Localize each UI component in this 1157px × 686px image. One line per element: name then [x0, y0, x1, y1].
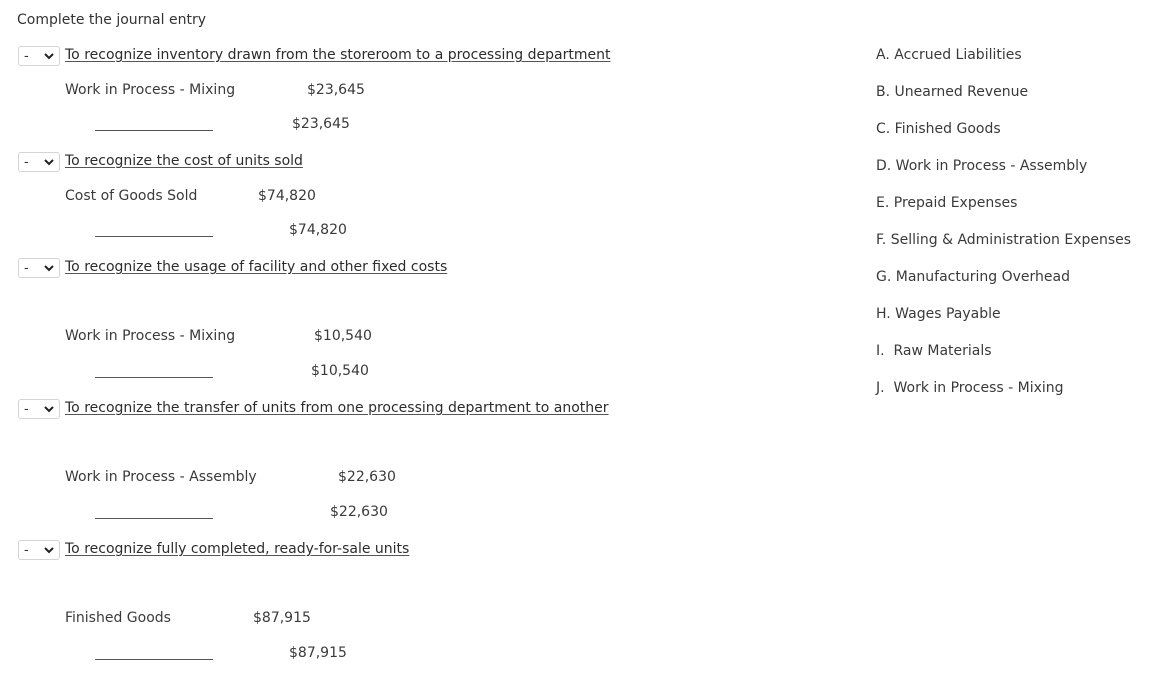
entry-2-debit-amount: $74,820 [258, 188, 316, 204]
entry-5-description[interactable]: To recognize fully completed, ready-for-sale units [65, 541, 410, 557]
entry-2-debit-account: Cost of Goods Sold [65, 188, 198, 204]
chevron-down-icon [43, 156, 55, 168]
entry-2-select[interactable] [18, 152, 60, 172]
entry-4-select[interactable] [18, 399, 60, 419]
entry-2-credit-amount: $74,820 [289, 222, 347, 238]
entry-1-credit-amount: $23,645 [292, 116, 350, 132]
entry-1-select-value: - [24, 49, 29, 64]
entry-3-credit-blank[interactable] [95, 377, 213, 378]
entry-1-debit-amount: $23,645 [307, 82, 365, 98]
entry-2-credit-blank[interactable] [95, 236, 213, 237]
entry-4-debit-account: Work in Process - Assembly [65, 469, 257, 485]
option-c: C. Finished Goods [876, 121, 1001, 137]
option-h: H. Wages Payable [876, 306, 1001, 322]
entry-3-select-value: - [24, 261, 29, 276]
option-g: G. Manufacturing Overhead [876, 269, 1070, 285]
entry-1-select[interactable] [18, 46, 60, 66]
entry-5-debit-account: Finished Goods [65, 610, 171, 626]
chevron-down-icon [43, 403, 55, 415]
option-i: I. Raw Materials [876, 343, 992, 359]
entry-5-select-value: - [24, 543, 29, 558]
option-f: F. Selling & Administration Expenses [876, 232, 1132, 248]
entry-5-credit-blank[interactable] [95, 659, 213, 660]
question-heading: Complete the journal entry [17, 12, 206, 28]
entry-3-select[interactable] [18, 258, 60, 278]
entry-3-debit-amount: $10,540 [314, 328, 372, 344]
entry-2-select-value: - [24, 155, 29, 170]
option-d: D. Work in Process - Assembly [876, 158, 1088, 174]
entry-5-credit-amount: $87,915 [289, 645, 347, 661]
entry-4-credit-amount: $22,630 [330, 504, 388, 520]
option-e: E. Prepaid Expenses [876, 195, 1018, 211]
entry-4-credit-blank[interactable] [95, 518, 213, 519]
entry-3-debit-account: Work in Process - Mixing [65, 328, 236, 344]
option-a: A. Accrued Liabilities [876, 47, 1022, 63]
entry-3-credit-amount: $10,540 [311, 363, 369, 379]
entry-2-description[interactable]: To recognize the cost of units sold [65, 153, 303, 169]
entry-4-debit-amount: $22,630 [338, 469, 396, 485]
entry-5-debit-amount: $87,915 [253, 610, 311, 626]
chevron-down-icon [43, 544, 55, 556]
entry-4-select-value: - [24, 402, 29, 417]
entry-4-description[interactable]: To recognize the transfer of units from one processing department to another [65, 400, 609, 416]
chevron-down-icon [43, 50, 55, 62]
option-j: J. Work in Process - Mixing [876, 380, 1064, 396]
entry-1-debit-account: Work in Process - Mixing [65, 82, 236, 98]
entry-1-description[interactable]: To recognize inventory drawn from the storeroom to a processing department [65, 47, 611, 63]
entry-5-select[interactable] [18, 540, 60, 560]
entry-1-credit-blank[interactable] [95, 130, 213, 131]
chevron-down-icon [43, 262, 55, 274]
entry-3-description[interactable]: To recognize the usage of facility and other fixed costs [65, 259, 448, 275]
option-b: B. Unearned Revenue [876, 84, 1029, 100]
